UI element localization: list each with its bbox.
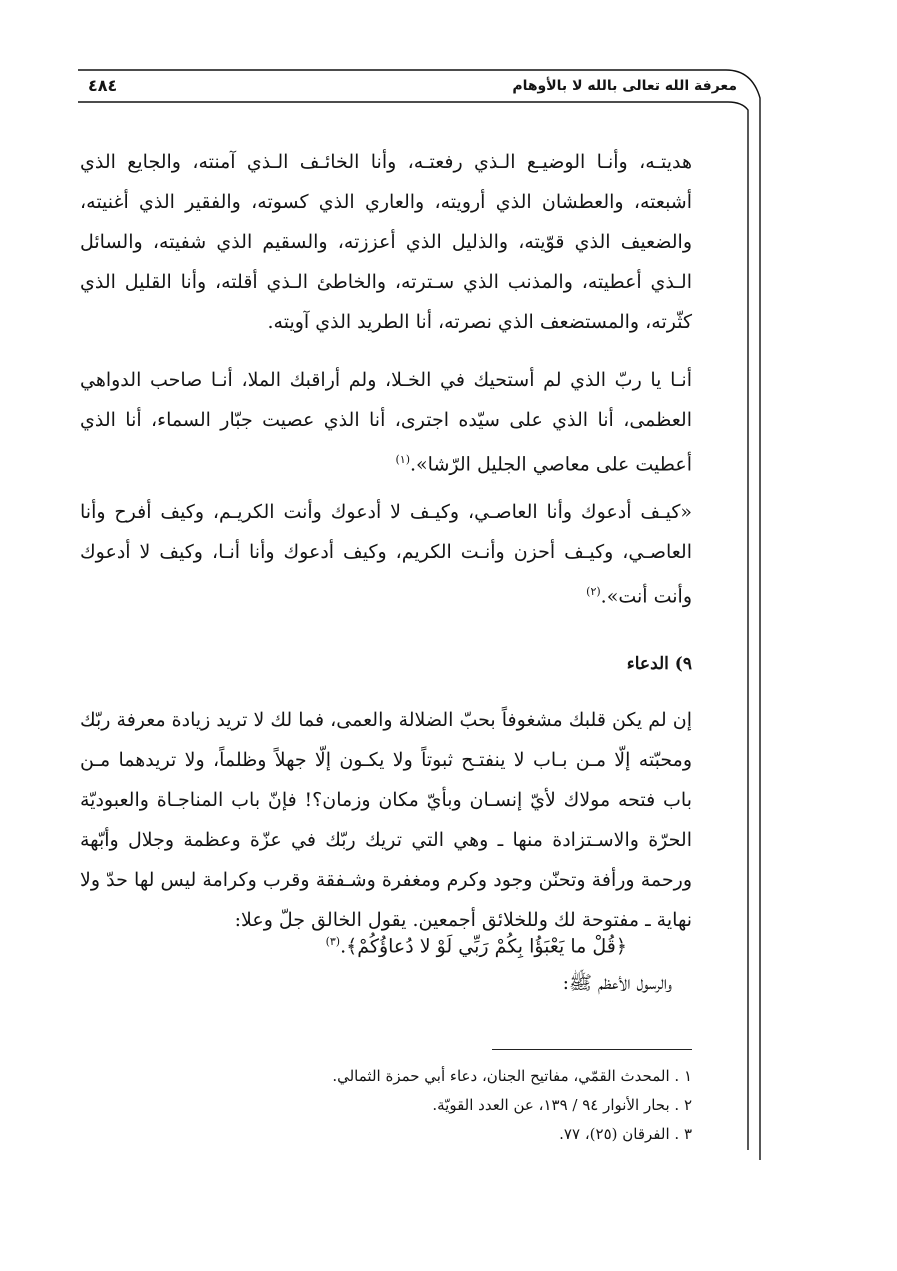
- section-heading: ٩) الدعاء: [626, 654, 692, 674]
- rasul-line: والرسول الأعظم ﷺ:: [562, 972, 672, 994]
- paragraph-text: هديتـه، وأنـا الوضيـع الـذي رفعتـه، وأنا الخائـف الـذي آمنته، والجايع الذي أشبعته، والعطشان الذي أرويته، والعاري الذي كسوته، والفقير الذي أغنيته، والضعيف الذي قوّيته، والذليل الذي أعززته، والسقيم الذي شفيته، والسائل الـذي أعطيته، والمذنب الذي سـترته، والخاطئ الـذي أقلته، وأنا القليل الذي كثّرته، والمستضعف الذي نصرته، أنا الطريد الذي آويته.: [80, 151, 692, 333]
- paragraph-text: إن لم يكن قلبك مشغوفاً بحبّ الضلالة والعمى، فما لك لا تريد زيادة معرفة ربّك ومحبّته إلّا مـن بـاب لا ينفتـح ثبوتاً ولا يكـون إلّا جهلاً وظلماً، ولا تريدهما مـن باب فتحه مولاك لأيّ إنسـان وبأيّ مكان وزمان؟! فإنّ باب المناجـاة والعبوديّة الحرّة والاسـتزادة منها ـ وهي التي تريك ربّك في عزّة وعظمة وجلال وأبّهة ورحمة ورأفة وتحنّن وجود وكرم ومغفرة وشـفقة وقرب وكرامة ليس لها حدّ ولا نهاية ـ مفتوحة لك وللخلائق أجمعين. يقول الخالق جلّ وعلا:: [80, 709, 692, 931]
- paragraph-text: «كيـف أدعوك وأنا العاصـي، وكيـف لا أدعوك وأنت الكريـم، وكيف أفرح وأنا العاصـي، وكيـف أحزن وأنـت الكريم، وكيف أدعوك وأنا أنـا، وكيف لا أدعوك وأنت أنت».: [80, 501, 692, 608]
- footnote-ref-1: (١): [395, 453, 410, 466]
- footnote-2: ٢ . بحار الأنوار ٩٤ / ١٣٩، عن العدد القويّة.: [432, 1096, 692, 1114]
- footnotes-list: [300, 1062, 692, 1149]
- paragraph-text: أنـا يا ربّ الذي لم أستحيك في الخـلا، ولم أراقبك الملا، أنـا صاحب الدواهي العظمى، أنا الذي على سيّده اجترى، أنا الذي عصيت جبّار السماء، أنا الذي أعطيت على معاصي الجليل الرّشا».: [80, 369, 692, 476]
- paragraph-supplication-3: [80, 492, 692, 616]
- footnote-1: ١ . المحدث القمّي، مفاتيح الجنان، دعاء أبي حمزة الثمالي.: [332, 1067, 692, 1085]
- quran-verse: [80, 922, 627, 966]
- verse-text: ﴿قُلْ ما يَعْبَؤُا بِكُمْ رَبِّي لَوْ لا دُعاؤُكُمْ﴾.: [340, 935, 627, 958]
- paragraph-supplication-1: [80, 142, 692, 342]
- paragraph-dua: [80, 700, 692, 940]
- page-number: ٤٨٤: [88, 76, 118, 95]
- footnote-3: ٣ . الفرقان (٢٥)، ٧٧.: [559, 1125, 692, 1143]
- paragraph-supplication-2: [80, 360, 692, 484]
- footnote-ref-2: (٢): [586, 585, 601, 598]
- running-header-title: معرفة الله تعالى بالله لا بالأوهام: [512, 78, 737, 94]
- footnote-ref-3: (٣): [325, 935, 341, 948]
- footnote-divider: [492, 1049, 692, 1050]
